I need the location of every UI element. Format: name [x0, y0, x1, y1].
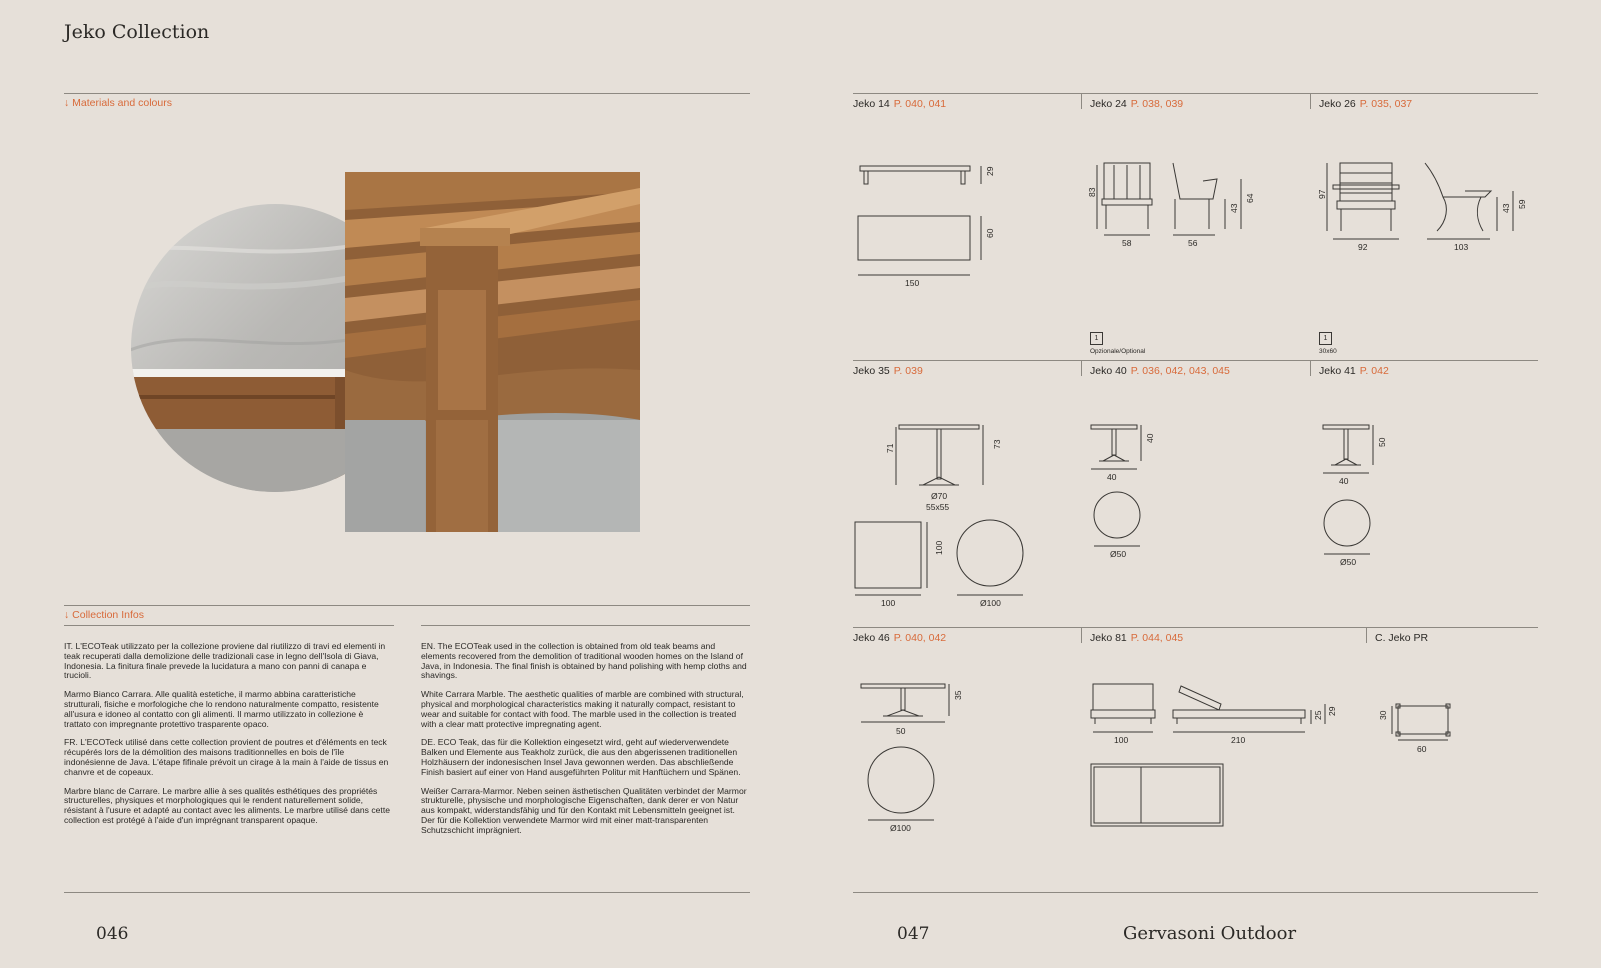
drawing-jeko-81	[1085, 680, 1335, 830]
svg-text:29: 29	[985, 166, 995, 176]
svg-text:73: 73	[992, 439, 1002, 449]
materials-photo	[130, 170, 650, 540]
svg-text:50: 50	[1377, 437, 1387, 447]
divider	[853, 93, 1538, 94]
svg-text:103: 103	[1454, 242, 1469, 252]
product-name: Jeko 40	[1090, 365, 1127, 377]
product-c-jeko-pr	[1375, 632, 1432, 644]
page-number-right: 047	[897, 924, 930, 944]
product-jeko-24	[1090, 98, 1183, 110]
drawing-jeko-35	[853, 415, 1033, 610]
svg-text:100: 100	[1114, 735, 1129, 745]
drawing-jeko-41	[1315, 415, 1425, 570]
option-note: Opzionale/Optional	[1090, 348, 1146, 355]
divider	[853, 892, 1538, 893]
page-number-left: 046	[96, 924, 129, 944]
svg-text:29: 29	[1327, 706, 1337, 716]
product-jeko-81	[1090, 632, 1183, 644]
drawing-jeko-26	[1315, 155, 1540, 260]
product-ref: P. 035, 037	[1359, 98, 1413, 110]
divider	[853, 627, 1538, 628]
collection-infos-label: ↓ Collection Infos	[64, 609, 144, 621]
paragraph-it-marble: Marmo Bianco Carrara. Alle qualità estetiche, il marmo abbina caratteristiche strutturali, fisiche e morfologiche che lo rendono naturalmente compatto, resistente all'usura e idoneo al contatto con gli alimenti. Il marmo utilizzato in collezione è trattato con impregnante protettivo trasparente opaco.	[64, 689, 379, 729]
drawing-jeko-46	[853, 680, 973, 840]
product-ref: P. 040, 041	[893, 98, 947, 110]
brand-name: Gervasoni Outdoor	[1123, 923, 1297, 944]
paragraph-it: IT. L'ECOTeak utilizzato per la collezione proviene dal riutilizzo di travi ed elementi in teak recuperati dalla demolizione delle tradizionali case in legno dell'Isola di Giava, Indonesia. La finitura finale prevede la lucidatura a mano con panni di canapa e trucioli.	[64, 641, 386, 681]
svg-text:100: 100	[934, 540, 944, 555]
product-name: Jeko 24	[1090, 98, 1127, 110]
svg-text:64: 64	[1245, 193, 1255, 203]
product-name: Jeko 26	[1319, 98, 1356, 110]
paragraph-en: EN. The ECOTeak used in the collection is obtained from old teak beams and elements recovered from the demolition of traditional wooden homes on the Island of Java, in Indonesia. The final finish is obtained by hand polishing with hemp cloths and shavings.	[421, 641, 747, 681]
svg-text:Ø50: Ø50	[1110, 549, 1127, 559]
teak-swatch	[345, 172, 640, 532]
svg-text:Ø100: Ø100	[980, 598, 1001, 608]
paragraph-fr-marble: Marbre blanc de Carrare. Le marbre allie à ses qualités esthétiques des propriétés structurelles, physiques et morphologiques qui le rendent naturellement solide, résistant à l'usure et adapté au contact avec les aliments. Le marbre utilisé dans cette collection est protégé à l'aide d'un imprégnant transparent opaque.	[64, 785, 390, 825]
svg-text:25: 25	[1313, 710, 1323, 720]
product-ref: P. 039	[893, 365, 923, 377]
paragraph-de: DE. ECO Teak, das für die Kollektion eingesetzt wird, geht auf wiederverwendete Balken und Elemente aus Teakholz zurück, die aus den abgerissenen traditionellen Holzhäusern der indonesischen Insel Java gewonnen werden. Das abschließende Finish basiert auf einer von Hand ausgeführten Politur mit Hanftüchern und Spänen.	[421, 737, 741, 777]
svg-text:50: 50	[896, 726, 906, 736]
product-ref: P. 040, 042	[893, 632, 947, 644]
svg-text:40: 40	[1145, 433, 1155, 443]
materials-label: ↓ Materials and colours	[64, 97, 172, 109]
svg-text:43: 43	[1229, 203, 1239, 213]
svg-text:150: 150	[905, 278, 920, 288]
svg-text:71: 71	[885, 443, 895, 453]
paragraph-en-marble: White Carrara Marble. The aesthetic qualities of marble are combined with structural, physical and morphological characteristics making it naturally compact, resistant to wear and suitable for contact with food. The marble used in the collection is treated with a clear matt protective impregnating agent.	[421, 689, 744, 729]
option-note: 30x60	[1319, 348, 1337, 355]
product-name: Jeko 81	[1090, 632, 1127, 644]
divider	[421, 625, 750, 626]
product-jeko-46	[853, 632, 946, 644]
divider	[64, 625, 394, 626]
svg-text:55x55: 55x55	[926, 502, 950, 512]
svg-text:60: 60	[1417, 744, 1427, 754]
product-ref: P. 044, 045	[1130, 632, 1184, 644]
svg-text:59: 59	[1517, 199, 1527, 209]
svg-text:56: 56	[1188, 238, 1198, 248]
svg-text:97: 97	[1317, 189, 1327, 199]
svg-text:210: 210	[1231, 735, 1246, 745]
svg-text:92: 92	[1358, 242, 1368, 252]
svg-text:60: 60	[985, 228, 995, 238]
product-jeko-35	[853, 365, 923, 377]
divider	[64, 605, 750, 606]
svg-text:Ø50: Ø50	[1340, 557, 1357, 567]
divider	[853, 360, 1538, 361]
svg-text:100: 100	[881, 598, 896, 608]
product-ref: P. 036, 042, 043, 045	[1130, 365, 1230, 377]
product-jeko-40	[1090, 365, 1230, 377]
drawing-jeko-24	[1085, 155, 1285, 255]
product-name: Jeko 46	[853, 632, 890, 644]
svg-text:40: 40	[1339, 476, 1349, 486]
product-jeko-14	[853, 98, 946, 110]
product-name: Jeko 14	[853, 98, 890, 110]
drawing-jeko-40	[1085, 415, 1195, 565]
svg-text:35: 35	[953, 690, 963, 700]
svg-text:Ø70: Ø70	[931, 491, 948, 501]
drawing-jeko-14	[853, 150, 1003, 290]
svg-text:30: 30	[1378, 710, 1388, 720]
svg-text:43: 43	[1501, 203, 1511, 213]
text-column-it-fr	[64, 642, 392, 835]
drawing-c-jeko-pr	[1370, 690, 1480, 760]
divider	[64, 892, 750, 893]
collection-title: Jeko Collection	[64, 21, 210, 43]
option-box: 1	[1090, 332, 1103, 345]
divider	[64, 93, 750, 94]
text-column-en-de	[421, 642, 751, 845]
product-name: C. Jeko PR	[1375, 632, 1429, 644]
option-box: 1	[1319, 332, 1332, 345]
paragraph-fr: FR. L'ECOTeck utilisé dans cette collection provient de poutres et d'éléments en teck récupérés lors de la démolition des maisons traditionnelles en bois de l'île indonésienne de Java. L'étape fifinale prévoit un cirage à la main à l'aide de tissus en chanvre et de copeaux.	[64, 737, 389, 777]
product-ref: P. 042	[1359, 365, 1389, 377]
product-name: Jeko 35	[853, 365, 890, 377]
svg-text:Ø100: Ø100	[890, 823, 911, 833]
product-name: Jeko 41	[1319, 365, 1356, 377]
svg-text:40: 40	[1107, 472, 1117, 482]
product-ref: P. 038, 039	[1130, 98, 1184, 110]
svg-text:58: 58	[1122, 238, 1132, 248]
product-jeko-26	[1319, 98, 1412, 110]
paragraph-de-marble: Weißer Carrara-Marmor. Neben seinen ästhetischen Qualitäten verbindet der Marmor strukturelle, physische und morphologische Eigenschaften, dank derer er von Natur aus kompakt, widerstandsfähig und für den Kontakt mit Lebensmitteln geeignet ist. Der für die Kollektion verwendete Marmor wird mit einer matt-transparenten Schutzschicht imprägniert.	[421, 785, 747, 835]
svg-text:83: 83	[1087, 187, 1097, 197]
product-jeko-41	[1319, 365, 1389, 377]
